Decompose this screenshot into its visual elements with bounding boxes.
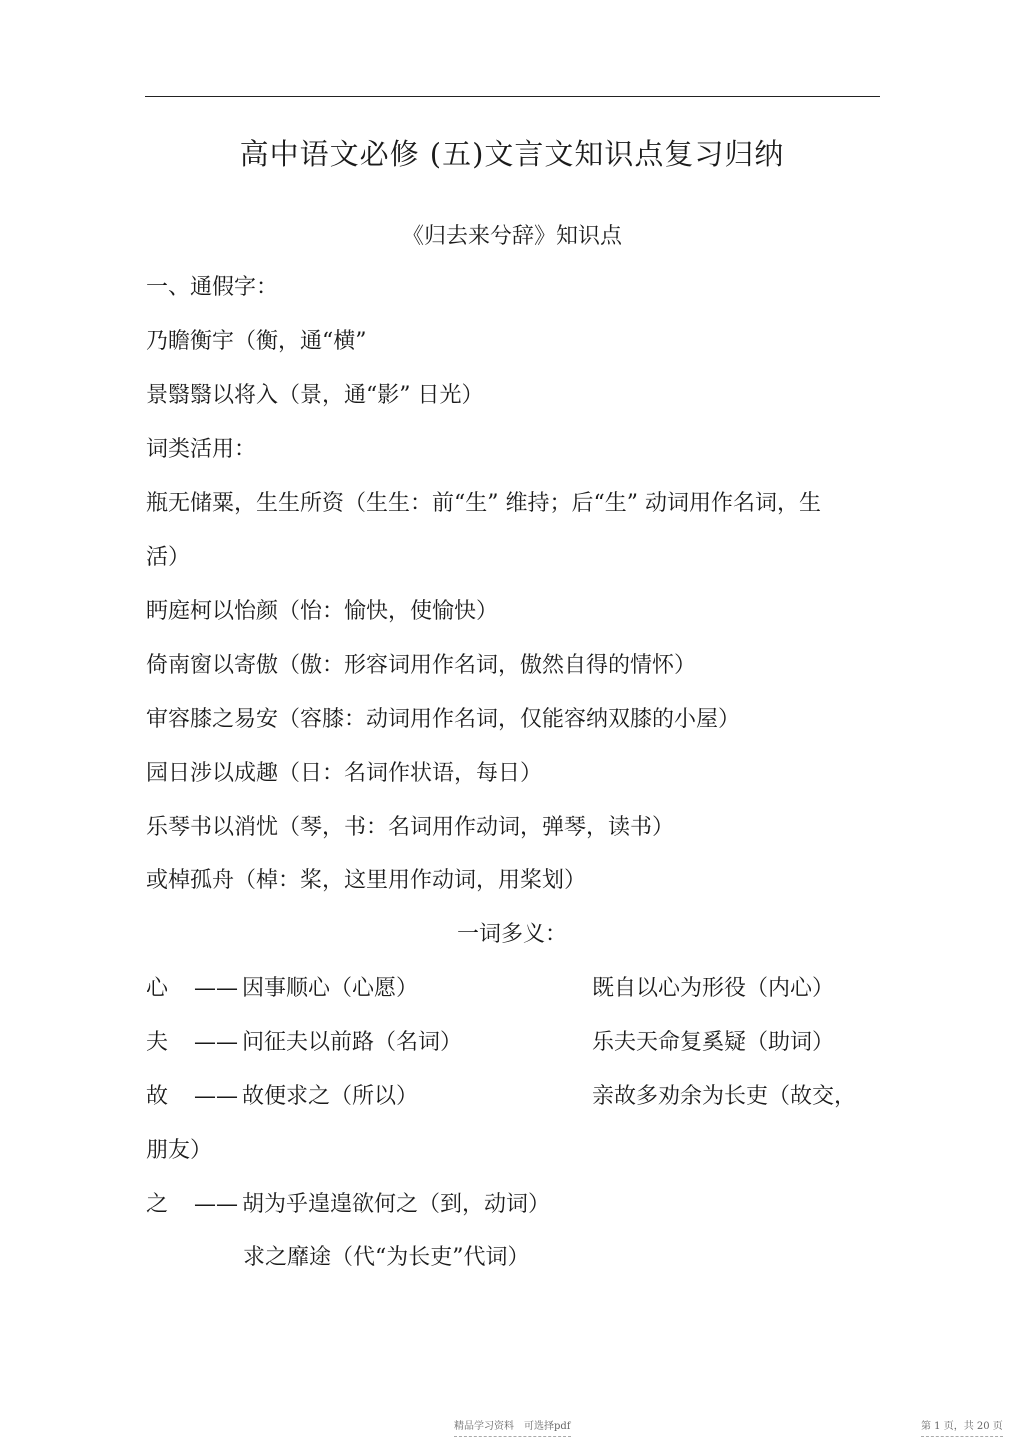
polysemy-example: 因事顺心（心愿） [242,976,419,1001]
polysemy-row [146,1028,462,1058]
cilei-item: 园日涉以成趣（日：名词作状语，每日） [146,761,543,786]
polysemy-example-right: 亲故多劝余为长吏（故交， [592,1084,857,1109]
footer-dashes [454,1436,571,1437]
tongjiazi-heading: 一、通假字： [146,275,279,300]
polysemy-wrap: 朋友） [146,1138,213,1163]
header-rule [145,96,880,97]
page-number-text: 第 1 页，共 20 页 [921,1421,1003,1432]
dash: —— [194,1084,238,1109]
polysemy-example-right: 既自以心为形役（内心） [592,976,835,1001]
dash: —— [194,976,238,1001]
tongjiazi-item: 景翳翳以将入（景，通“影” 日光） [146,383,484,408]
dash: —— [194,1192,238,1217]
section-subtitle: 《归去来兮辞》知识点 [401,224,622,249]
polysemy-word: 夫 [146,1030,169,1055]
cilei-heading: 词类活用： [146,437,257,462]
polysemy-example: 故便求之（所以） [242,1084,419,1109]
polysemy-example: 问征夫以前路（名词） [242,1030,463,1055]
cilei-item: 瓶无储粟，生生所资（生生：前“生” 维持；后“生” 动词用作名词，生 [146,491,821,516]
footer-dashes [921,1436,1003,1437]
polysemy-row [146,1082,418,1112]
polysemy-row [146,974,418,1004]
footer-note-text: 精品学习资料 可选择pdf [454,1421,571,1432]
footer-note [454,1417,571,1437]
cilei-item-wrap: 活） [146,545,191,570]
polysemy-word: 心 [146,976,169,1001]
polysemy-example: 求之靡途（代“为长吏”代词） [243,1245,530,1270]
cilei-item: 眄庭柯以怡颜（怡：愉快，使愉快） [146,599,499,624]
cilei-item: 审容膝之易安（容膝：动词用作名词，仅能容纳双膝的小屋） [146,707,741,732]
polysemy-example: 胡为乎遑遑欲何之（到，动词） [242,1192,551,1217]
page-title: 高中语文必修 (五)文言文知识点复习归纳 [239,137,785,171]
cilei-item: 倚南窗以寄傲（傲：形容词用作名词，傲然自得的情怀） [146,653,697,678]
page-number [921,1417,1003,1437]
polysemy-word: 之 [146,1192,169,1217]
tongjiazi-item: 乃瞻衡宇（衡，通“横” [146,329,367,354]
cilei-item: 或棹孤舟（棹：桨，这里用作动词，用桨划） [146,868,587,893]
cilei-item: 乐琴书以消忧（琴，书：名词用作动词，弹琴，读书） [146,815,675,840]
yiciduoyi-heading: 一词多义： [456,922,567,947]
polysemy-example-right: 乐夫天命复奚疑（助词） [592,1030,835,1055]
polysemy-row [146,1190,550,1220]
dash: —— [194,1030,238,1055]
polysemy-word: 故 [146,1084,169,1109]
